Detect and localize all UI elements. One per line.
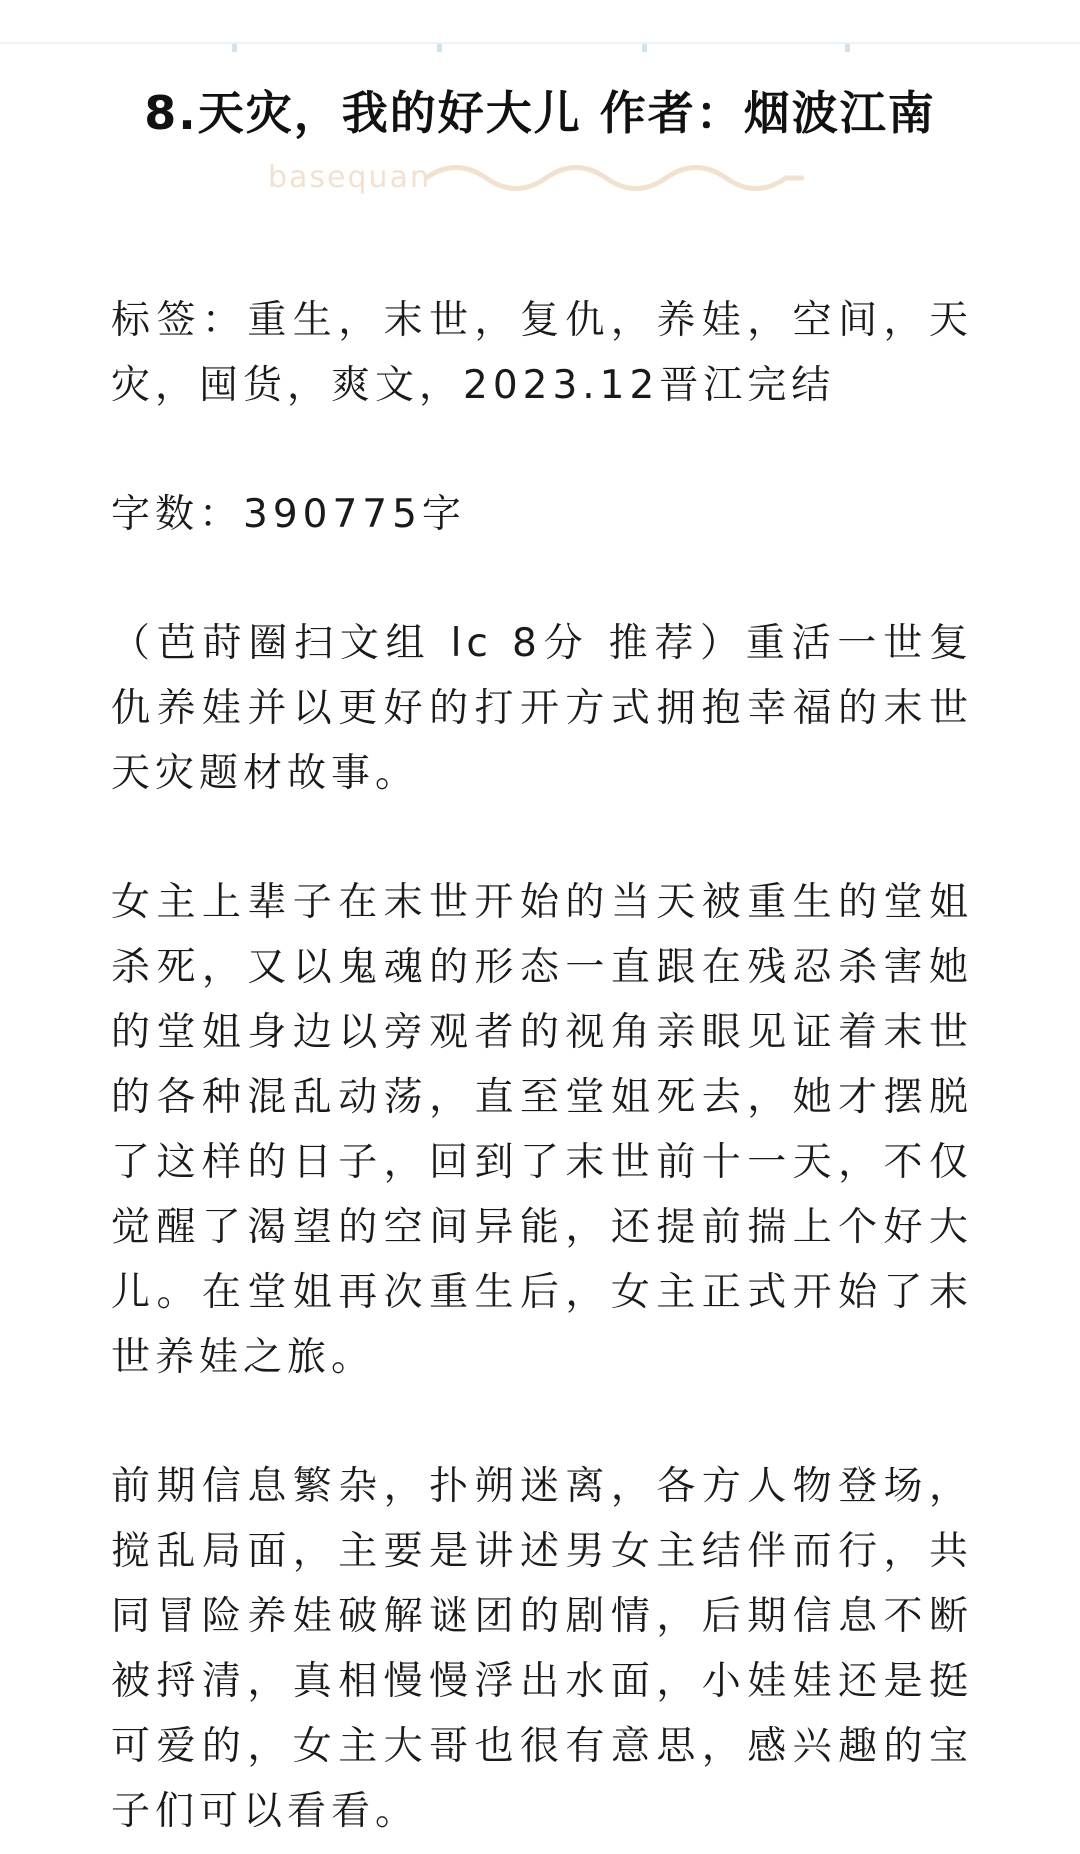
top-tick-mark [232, 44, 237, 52]
article-body [111, 288, 973, 1854]
recommendation-paragraph: （芭莳圈扫文组 lc 8分 推荐）重活一世复仇养娃并以更好的打开方式拥抱幸福的末世天灾题材故事。 [111, 621, 973, 796]
top-tick-mark [845, 44, 850, 52]
wave-decoration-icon [424, 160, 804, 196]
word-count-paragraph: 字数：390775字 [111, 492, 466, 537]
watermark-text: basequan [268, 160, 431, 195]
tags-paragraph: 标签：重生，末世，复仇，养娃，空间，天灾，囤货，爽文，2023.12晋江完结 [111, 298, 973, 408]
page-title: 8.天灾，我的好大儿 作者：烟波江南 [144, 86, 936, 140]
review-paragraph: 前期信息繁杂，扑朔迷离，各方人物登场，搅乱局面，主要是讲述男女主结伴而行，共同冒险养娃破解谜团的剧情，后期信息不断被捋清，真相慢慢浮出水面，小娃娃还是挺可爱的，女主大哥也很有意思，感兴趣的宝子们可以看看。 [111, 1464, 973, 1834]
plot-paragraph: 女主上辈子在末世开始的当天被重生的堂姐杀死，又以鬼魂的形态一直跟在残忍杀害她的堂姐身边以旁观者的视角亲眼见证着末世的各种混乱动荡，直至堂姐死去，她才摆脱了这样的日子，回到了末世前十一天，不仅觉醒了渴望的空间异能，还提前揣上个好大儿。在堂姐再次重生后，女主正式开始了末世养娃之旅。 [111, 880, 973, 1380]
top-tick-mark [642, 44, 647, 52]
top-tick-mark [437, 44, 442, 52]
top-decoration [0, 0, 1080, 52]
top-divider [0, 42, 1080, 44]
